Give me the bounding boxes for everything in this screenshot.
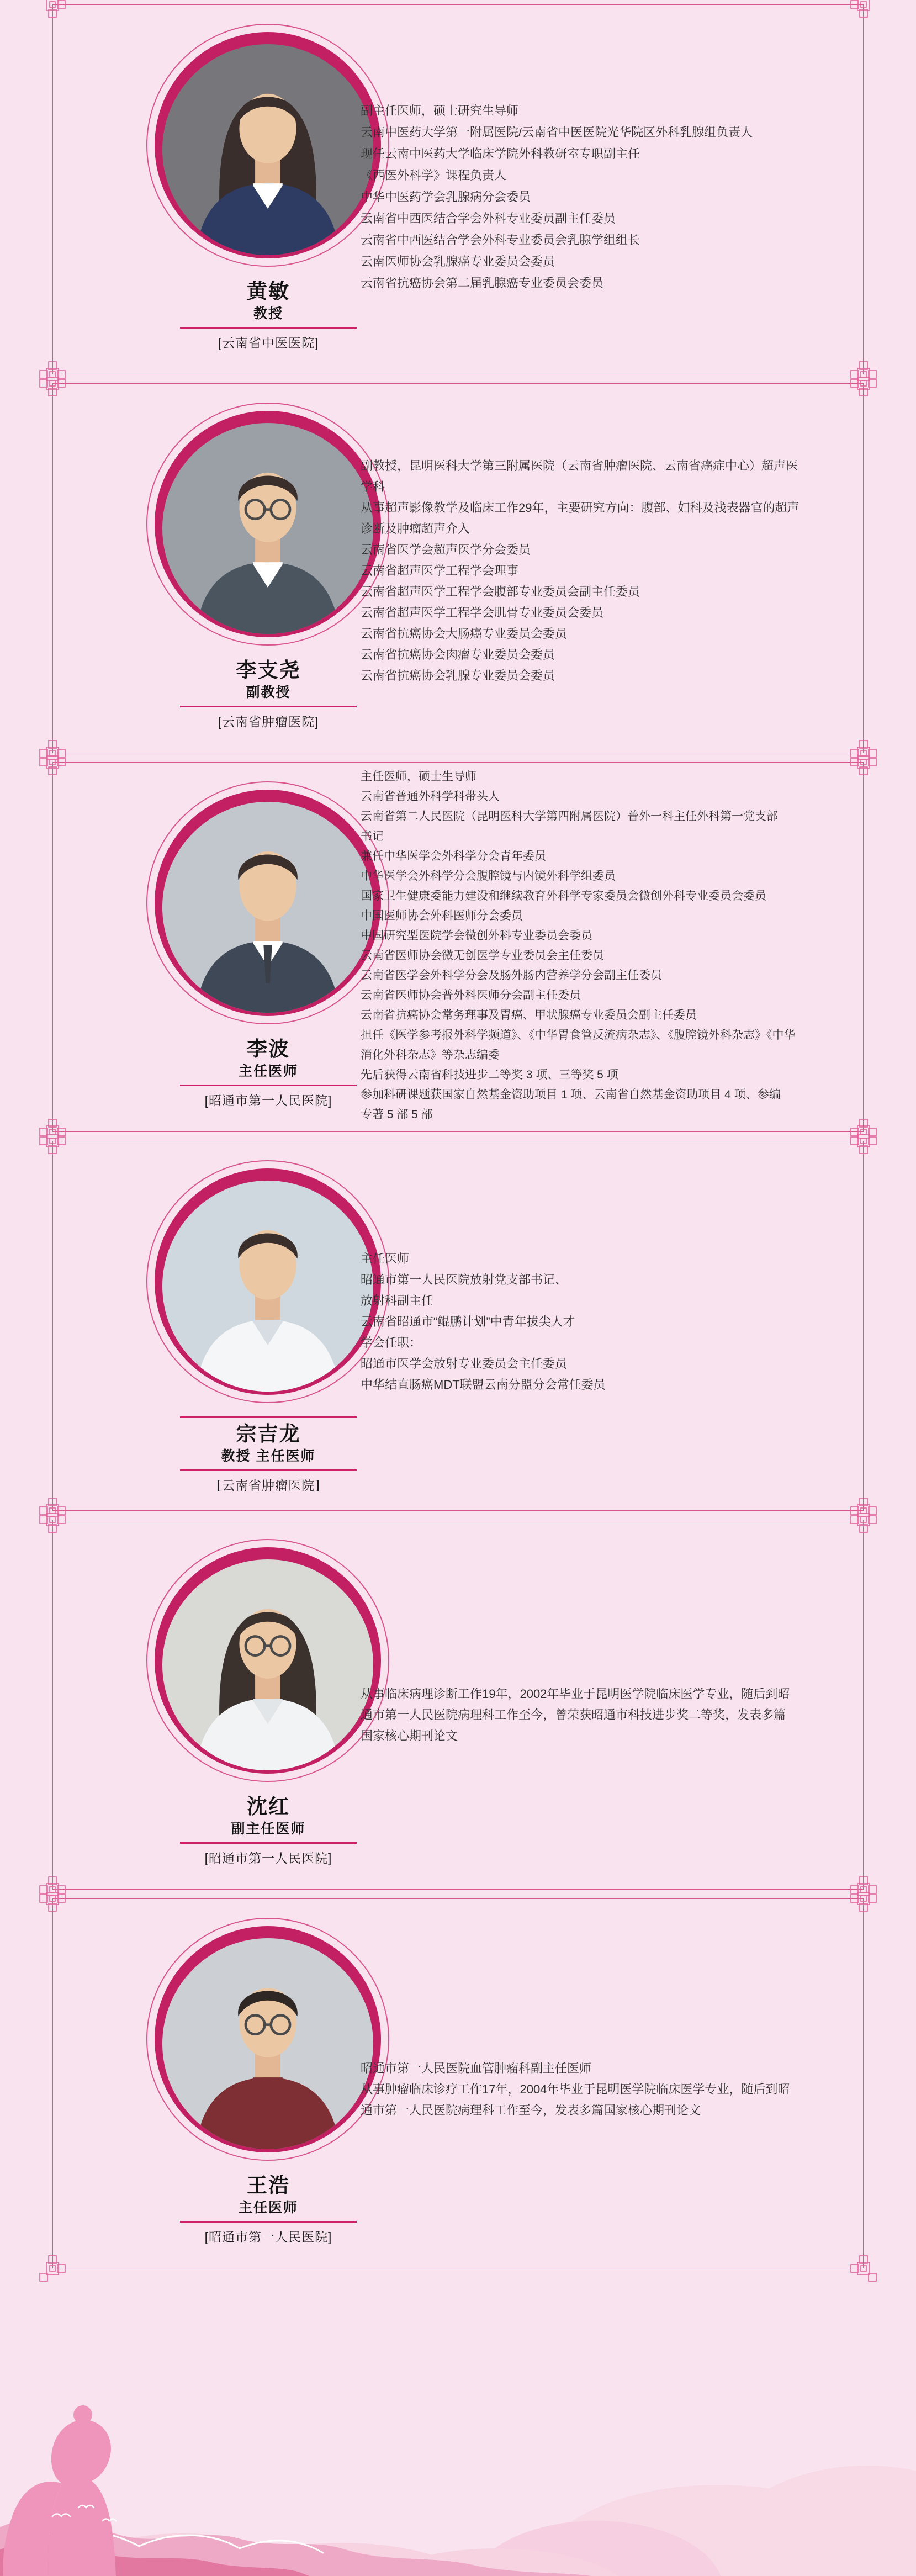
corner-ornament-icon	[846, 0, 881, 22]
bio-line: 专著 5 部 5 部	[361, 1108, 433, 1121]
bio-line: 从事临床病理诊断工作19年，2002年毕业于昆明医学院临床医学专业，随后到昭	[361, 1687, 790, 1701]
profile-card	[52, 383, 864, 753]
footer-art	[0, 2289, 916, 2576]
bio-line: 诊断及肿瘤超声介入	[361, 522, 470, 536]
doctor-hospital: [云南省肿瘤医院]	[218, 715, 319, 729]
bio-line: 云南省医学会超声医学分会委员	[361, 543, 531, 557]
doctor-name: 沈红	[247, 1795, 290, 1818]
doctor-hospital: [昭通市第一人民医院]	[204, 1851, 332, 1865]
bio-line: 从事超声影像教学及临床工作29年，主要研究方向：腹部、妇科及浅表器官的超声	[361, 501, 799, 515]
bio-line: 主任医师，硕士生导师	[361, 770, 476, 783]
doctor-photo	[162, 1181, 373, 1392]
doctor-bio	[361, 1684, 874, 1747]
bio-line: 云南省第二人民医院（昆明医科大学第四附属医院）普外一科主任外科第一党支部	[361, 810, 778, 823]
doctor-title: 副教授	[246, 685, 291, 700]
bio-line: 云南省医师协会微无创医学专业委员会主任委员	[361, 949, 604, 962]
bio-line: 云南省中西医结合学会外科专业委员副主任委员	[361, 211, 616, 225]
bio-line: 云南中医药大学第一附属医院/云南省中医医院光华院区外科乳腺组负责人	[361, 125, 753, 139]
bio-line: 书记	[361, 830, 384, 843]
profile-card	[52, 1898, 864, 2268]
profile-card	[52, 1520, 864, 1890]
bio-line: 云南省抗癌协会常务理事及胃癌、甲状腺癌专业委员会副主任委员	[361, 1009, 697, 1022]
name-underline	[180, 1085, 357, 1086]
bird-icon	[52, 2505, 116, 2521]
bio-line: 云南省超声医学工程学会肌骨专业委员会委员	[361, 606, 604, 620]
woman-silhouette	[3, 2405, 116, 2576]
doctor-photo	[162, 423, 373, 634]
bio-line: 放射科副主任	[361, 1294, 434, 1308]
bio-line: 副主任医师，硕士研究生导师	[361, 104, 519, 118]
doctor-name: 李波	[247, 1038, 290, 1060]
doctor-title: 副主任医师	[231, 1821, 306, 1837]
bio-line: 现任云南中医药大学临床学院外科教研室专职副主任	[361, 147, 640, 161]
profile-card	[52, 762, 864, 1132]
bio-line: 中华中医药学会乳腺病分会委员	[361, 190, 531, 204]
doctor-title: 教授	[253, 306, 283, 321]
doctor-name: 黄敏	[247, 280, 290, 303]
bio-line: 中华结直肠癌MDT联盟云南分盟分会常任委员	[361, 1378, 606, 1392]
doctor-bio	[361, 100, 874, 294]
name-underline	[180, 706, 357, 707]
corner-ornament-icon	[35, 0, 70, 22]
name-underline	[180, 1469, 357, 1471]
bio-line: 国家卫生健康委能力建设和继续教育外科学专家委员会微创外科专业委员会委员	[361, 890, 766, 902]
bio-line: 云南省抗癌协会乳腺专业委员会委员	[361, 669, 555, 683]
doctor-title: 教授 主任医师	[221, 1448, 316, 1464]
bio-line: 《西医外科学》课程负责人	[361, 168, 507, 182]
name-underline	[180, 1842, 357, 1844]
bio-line: 云南省超声医学工程学会腹部专业委员会副主任委员	[361, 585, 640, 599]
corner-ornament-icon	[35, 2251, 70, 2286]
bio-line: 担任《医学参考报外科学频道》、《中华胃食管反流病杂志》、《腹腔镜外科杂志》《中华	[361, 1029, 796, 1041]
bio-line: 昭通市第一人民医院放射党支部书记、	[361, 1273, 568, 1287]
doctor-name: 王浩	[247, 2174, 290, 2197]
wave-mid	[0, 2519, 599, 2576]
profile-card	[52, 4, 864, 374]
bio-line: 云南省超声医学工程学会理事	[361, 564, 519, 578]
doctor-title: 主任医师	[238, 1064, 298, 1079]
doctor-name: 李支尧	[236, 659, 301, 681]
doctor-bio	[361, 2058, 874, 2121]
doctor-photo	[162, 802, 373, 1013]
doctor-hospital: [云南省中医医院]	[218, 336, 319, 350]
bio-line: 中国医师协会外科医师分会委员	[361, 909, 523, 922]
corner-ornament-icon	[846, 2251, 881, 2286]
name-underline	[180, 327, 357, 329]
doctor-hospital: [云南省肿瘤医院]	[216, 1479, 320, 1493]
bio-line: 国家核心期刊论文	[361, 1729, 458, 1743]
bio-line: 通市第一人民医院病理科工作至今，发表多篇国家核心期刊论文	[361, 2103, 701, 2117]
bio-line: 学科	[361, 480, 385, 494]
foam-arcs	[15, 2531, 323, 2553]
bio-line: 主任医师	[361, 1252, 410, 1266]
doctor-photo	[162, 1559, 373, 1770]
bio-line: 云南省中西医结合学会外科专业委员会乳腺学组组长	[361, 233, 640, 247]
bio-line: 云南省抗癌协会肉瘤专业委员会委员	[361, 648, 555, 662]
bio-line: 云南省医学会外科学分会及肠外肠内营养学分会副主任委员	[361, 969, 662, 982]
doctor-title: 主任医师	[238, 2200, 298, 2215]
name-block	[130, 1795, 406, 1866]
bio-line: 中国研究型医院学会微创外科专业委员会委员	[361, 929, 592, 942]
bio-line: 通市第一人民医院病理科工作至今，曾荣获昭通市科技进步奖二等奖，发表多篇	[361, 1708, 786, 1722]
wave-deep	[0, 2542, 309, 2576]
bio-line: 云南省昭通市“鲲鹏计划”中青年拔尖人才	[361, 1315, 575, 1329]
bio-line: 消化外科杂志》等杂志编委	[361, 1049, 500, 1061]
bio-line: 从事肿瘤临床诊疗工作17年，2004年毕业于昆明医学院临床医学专业，随后到昭	[361, 2082, 790, 2096]
name-block	[130, 2174, 406, 2245]
doctor-name: 宗吉龙	[236, 1422, 301, 1445]
doctor-bio	[361, 767, 874, 1125]
bio-line: 副教授，昆明医科大学第三附属医院（云南省肿瘤医院、云南省癌症中心）超声医	[361, 459, 798, 473]
bio-line: 云南省医师协会普外科医师分会副主任委员	[361, 989, 581, 1002]
bio-line: 中华医学会外科学分会腹腔镜与内镜外科学组委员	[361, 870, 616, 882]
doctor-hospital: [昭通市第一人民医院]	[204, 1093, 332, 1108]
cloud-row	[0, 2466, 916, 2576]
name-overline	[180, 1416, 357, 1418]
name-block	[130, 1416, 406, 1494]
bio-line: 云南省抗癌协会第二届乳腺癌专业委员会委员	[361, 276, 604, 290]
bio-line: 兼任中华医学会外科学分会青年委员	[361, 850, 546, 863]
doctor-hospital: [昭通市第一人民医院]	[204, 2230, 332, 2244]
doctor-bio	[361, 456, 874, 686]
bio-line: 云南医师协会乳腺癌专业委员会委员	[361, 255, 555, 268]
bio-line: 昭通市医学会放射专业委员会主任委员	[361, 1357, 568, 1371]
bio-line: 学会任职：	[361, 1336, 422, 1350]
bio-line: 先后获得云南省科技进步二等奖 3 项、三等奖 5 项	[361, 1069, 618, 1081]
bio-line: 云南省普通外科学科带头人	[361, 790, 500, 803]
name-underline	[180, 2221, 357, 2223]
doctor-photo	[162, 1938, 373, 2149]
doctor-photo	[162, 44, 373, 255]
profile-card	[52, 1141, 864, 1511]
doctor-bio	[361, 1249, 874, 1395]
bio-line: 参加科研课题获国家自然基金资助项目 1 项、云南省自然基金资助项目 4 项、参编	[361, 1088, 781, 1101]
bio-line: 云南省抗癌协会大肠癌专业委员会委员	[361, 627, 568, 641]
bio-line: 昭通市第一人民医院血管肿瘤科副主任医师	[361, 2061, 592, 2075]
